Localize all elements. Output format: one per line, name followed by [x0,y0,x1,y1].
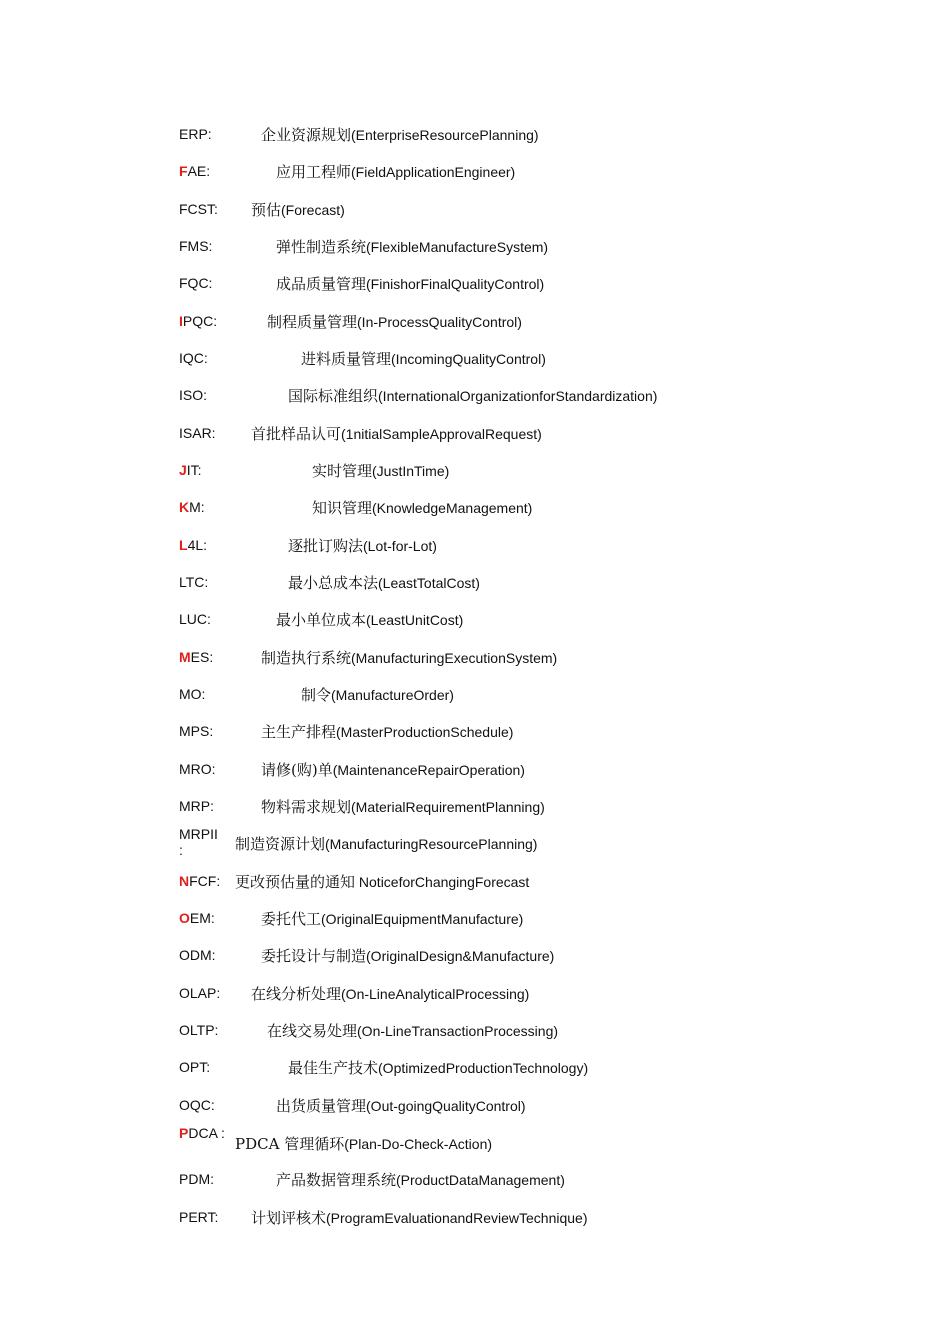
definition: 制造资源计划(ManufacturingResourcePlanning) [235,835,538,853]
glossary-entry [179,722,899,752]
definition: 物料需求规划(MaterialRequirementPlanning) [261,798,545,816]
abbreviation: OQC: [179,1097,215,1113]
definition: 在线分析处理(On-LineAnalyticalProcessing) [251,985,530,1003]
glossary-entry [179,349,899,379]
definition: 知识管理(KnowledgeManagement) [312,499,533,517]
glossary-entry [179,946,899,976]
glossary-entry [179,828,899,864]
abbreviation: MRP: [179,798,214,814]
glossary-entry [179,125,899,155]
glossary-entry [179,610,899,640]
abbreviation: NFCF: [179,873,221,889]
definition: 逐批订购法(Lot-for-Lot) [288,537,437,555]
glossary-entry [179,797,899,827]
definition: 首批样品认可(1nitialSampleApprovalRequest) [251,425,542,443]
abbreviation: IQC: [179,350,208,366]
abbreviation: IPQC: [179,313,218,329]
definition: 制令(ManufactureOrder) [301,686,454,704]
glossary-entry [179,648,899,678]
glossary-entry [179,461,899,491]
definition: 产品数据管理系统(ProductDataManagement) [276,1171,565,1189]
abbreviation: PERT: [179,1209,219,1225]
glossary-entry [179,237,899,267]
abbreviation: MRO: [179,761,216,777]
abbreviation: MPS: [179,723,214,739]
glossary-entry [179,1127,899,1163]
glossary-entry [179,1021,899,1051]
definition: 弹性制造系统(FlexibleManufactureSystem) [276,238,549,256]
abbreviation: OLAP: [179,985,221,1001]
definition: 更改预估量的通知 NoticeforChangingForecast [235,873,530,891]
definition: 在线交易处理(On-LineTransactionProcessing) [267,1022,559,1040]
abbreviation: FMS: [179,238,213,254]
abbreviation: FQC: [179,275,213,291]
glossary-entry [179,1058,899,1088]
definition: 成品质量管理(FinishorFinalQualityControl) [276,275,545,293]
definition: 委托代工(OriginalEquipmentManufacture) [261,910,524,928]
glossary-entry [179,872,899,902]
glossary-entry [179,1096,899,1126]
glossary-entry [179,909,899,939]
definition: 委托设计与制造(OriginalDesign&Manufacture) [261,947,555,965]
abbreviation: MES: [179,649,214,665]
abbreviation: FCST: [179,201,218,217]
definition: 企业资源规划(EnterpriseResourcePlanning) [261,126,539,144]
definition: 最佳生产技术(OptimizedProductionTechnology) [288,1059,589,1077]
abbreviation: ERP: [179,126,212,142]
glossary-entry [179,498,899,528]
definition: 计划评核术(ProgramEvaluationandReviewTechnique) [251,1209,588,1227]
abbreviation: JIT: [179,462,202,478]
abbreviation: L4L: [179,537,208,553]
glossary-entry [179,1170,899,1200]
glossary-entry [179,386,899,416]
abbreviation: OEM: [179,910,215,926]
definition: PDCA 管理循环(Plan-Do-Check-Action) [235,1135,493,1153]
glossary-entry [179,760,899,790]
abbreviation: ISAR: [179,425,216,441]
abbreviation: FAE: [179,163,211,179]
abbreviation: LUC: [179,611,211,627]
definition: 出货质量管理(Out-goingQualityControl) [276,1097,526,1115]
definition: 预估(Forecast) [251,201,345,219]
definition: 请修(购)单(MaintenanceRepairOperation) [261,761,525,779]
abbreviation: LTC: [179,574,209,590]
definition: 最小单位成本(LeastUnitCost) [276,611,464,629]
abbreviation: OPT: [179,1059,211,1075]
definition: 制程质量管理(In-ProcessQualityControl) [267,313,522,331]
glossary-entry [179,536,899,566]
glossary-entry [179,1208,899,1238]
definition: 制造执行系统(ManufacturingExecutionSystem) [261,649,558,667]
glossary-entry [179,685,899,715]
definition: 国际标准组织(InternationalOrganizationforStandardization) [288,387,658,405]
glossary-entry [179,573,899,603]
definition: 应用工程师(FieldApplicationEngineer) [276,163,516,181]
abbreviation: KM: [179,499,205,515]
abbreviation: MO: [179,686,206,702]
glossary-entry [179,274,899,304]
definition: 进料质量管理(IncomingQualityControl) [301,350,546,368]
abbreviation: MRPII : [179,826,218,858]
glossary-entry [179,424,899,454]
abbreviation: PDCA : [179,1125,225,1141]
abbreviation: PDM: [179,1171,214,1187]
definition: 主生产排程(MasterProductionSchedule) [261,723,514,741]
glossary-entry [179,984,899,1014]
definition: 实时管理(JustInTime) [312,462,450,480]
abbreviation: ODM: [179,947,216,963]
abbreviation: OLTP: [179,1022,219,1038]
abbreviation: ISO: [179,387,208,403]
glossary-entry [179,162,899,192]
definition: 最小总成本法(LeastTotalCost) [288,574,480,592]
glossary-entry [179,312,899,342]
glossary-entry [179,200,899,230]
